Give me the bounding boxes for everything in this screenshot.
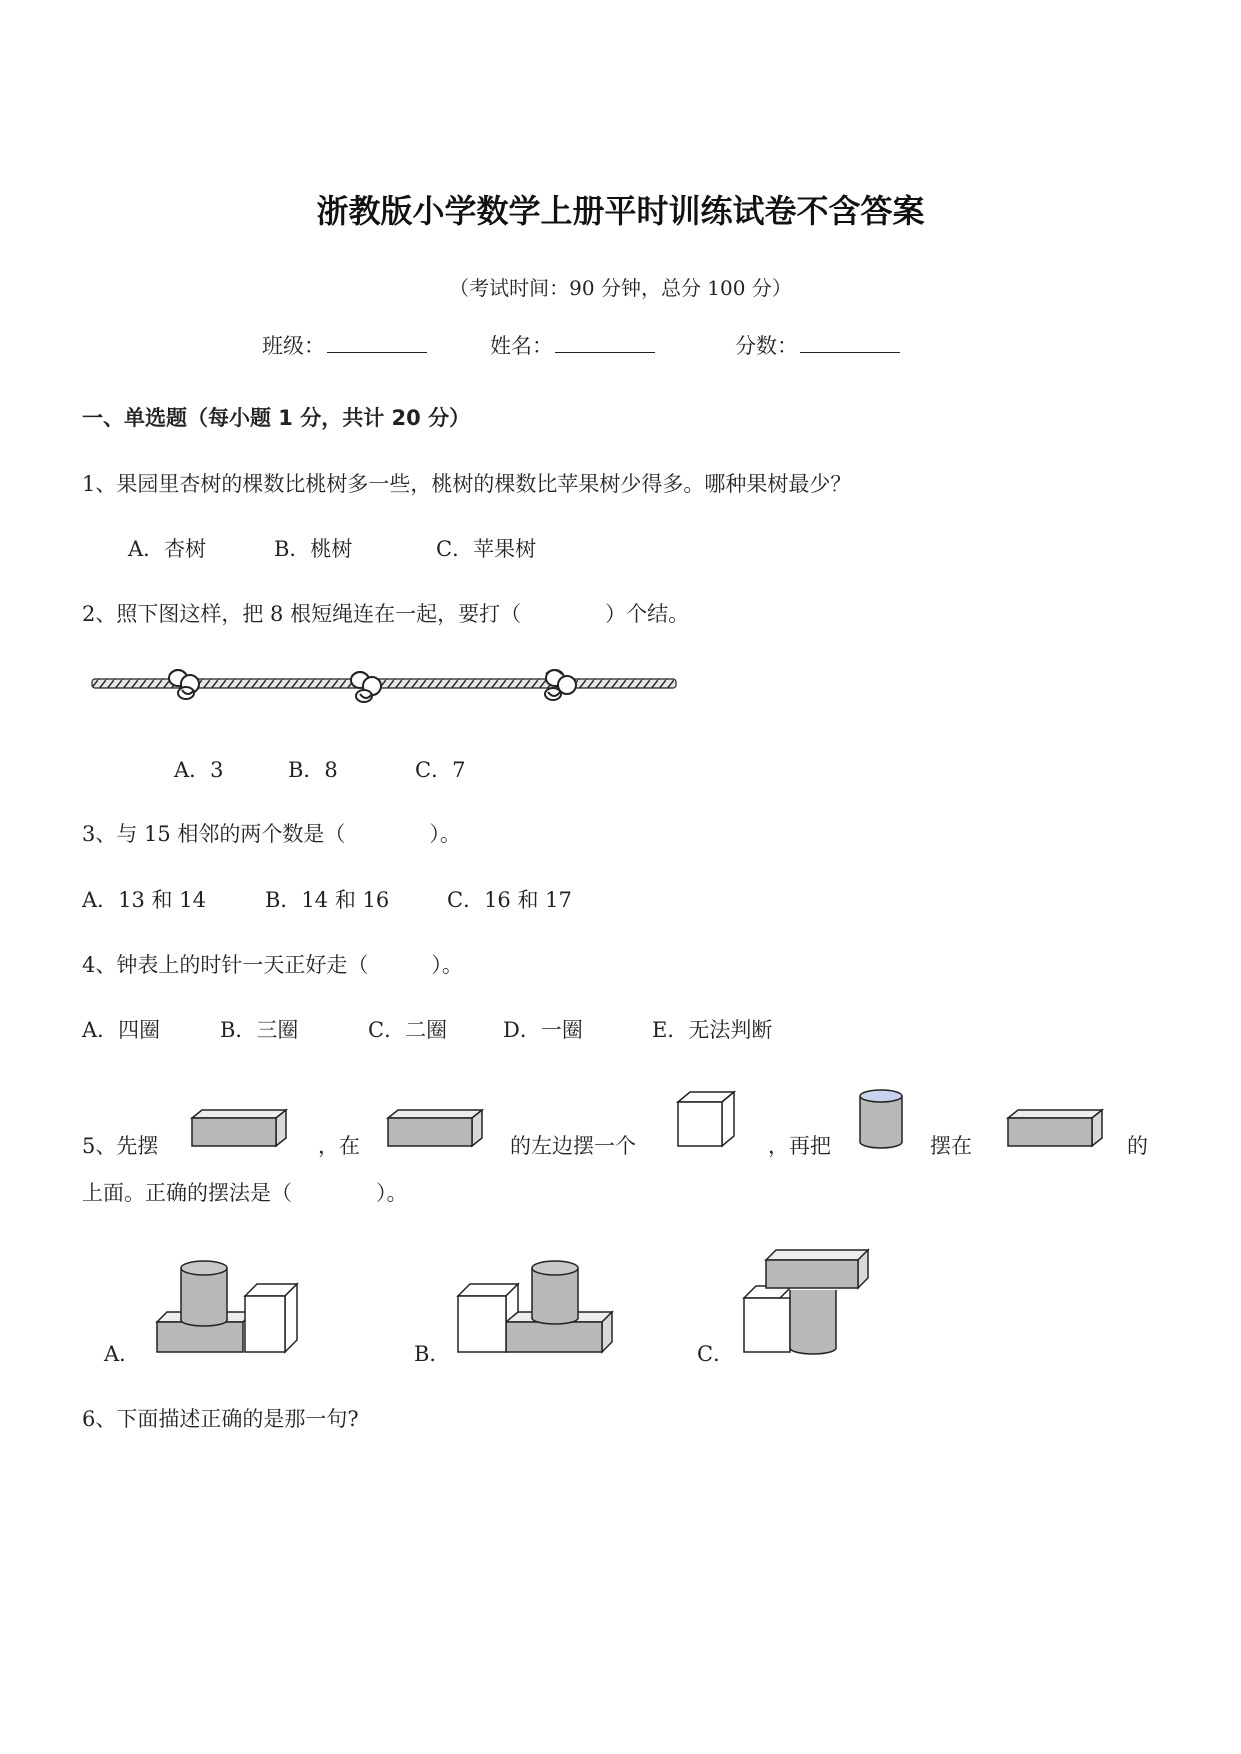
- q1-option-a[interactable]: A．杏树: [128, 537, 207, 561]
- q4-option-e[interactable]: E．无法判断: [652, 1018, 773, 1042]
- cuboid-image-2: [386, 1108, 486, 1150]
- question-5-part5: 摆在: [930, 1134, 972, 1158]
- question-5-part2: ，在: [318, 1134, 360, 1158]
- q4-option-a[interactable]: A．四圈: [82, 1018, 161, 1042]
- q5-option-c-figure[interactable]: [742, 1246, 872, 1356]
- class-blank[interactable]: [327, 334, 427, 353]
- score-field: [735, 330, 900, 360]
- q1-option-b[interactable]: B．桃树: [274, 537, 353, 561]
- question-5-part6: 的: [1127, 1134, 1148, 1158]
- q4-option-b[interactable]: B．三圈: [220, 1018, 299, 1042]
- name-blank[interactable]: [555, 334, 655, 353]
- question-4: 4、钟表上的时针一天正好走（ ）。: [82, 953, 463, 977]
- score-label: 分数：: [735, 334, 798, 358]
- knot-3: [545, 670, 576, 700]
- q2-option-b[interactable]: B．8: [288, 758, 338, 782]
- q5-option-a[interactable]: A．: [104, 1342, 141, 1366]
- knot-2: [351, 672, 381, 702]
- name-field: [490, 330, 655, 360]
- class-label: 班级：: [262, 334, 325, 358]
- question-2: 2、照下图这样，把 8 根短绳连在一起，要打（ ）个结。: [82, 602, 690, 626]
- question-5-line2: 上面。正确的摆法是（ ）。: [82, 1181, 408, 1205]
- q2-option-a[interactable]: A．3: [174, 758, 224, 782]
- score-blank[interactable]: [800, 334, 900, 353]
- q5-option-a-figure[interactable]: [155, 1258, 300, 1358]
- question-1: 1、果园里杏树的棵数比桃树多一些，桃树的棵数比苹果树少得多。哪种果树最少？: [82, 472, 852, 496]
- class-field: [262, 330, 427, 360]
- q1-option-c[interactable]: C．苹果树: [436, 537, 537, 561]
- name-label: 姓名：: [490, 334, 553, 358]
- q5-option-c[interactable]: C．: [697, 1342, 735, 1366]
- question-5-part1: 5、先摆: [82, 1134, 159, 1158]
- cuboid-image-3: [1006, 1108, 1106, 1150]
- q3-option-a[interactable]: A．13 和 14: [82, 888, 206, 912]
- rope-with-knots-image: [90, 660, 680, 710]
- question-5-part4: ，再把: [768, 1134, 831, 1158]
- page-title: 浙教版小学数学上册平时训练试卷不含答案: [316, 192, 925, 230]
- section-heading: 一、单选题（每小题 1 分，共计 20 分）: [82, 406, 471, 430]
- q4-option-c[interactable]: C．二圈: [368, 1018, 448, 1042]
- q4-option-d[interactable]: D．一圈: [503, 1018, 583, 1042]
- q2-option-c[interactable]: C．7: [415, 758, 466, 782]
- exam-info: （考试时间：90 分钟，总分 100 分）: [449, 276, 792, 300]
- cube-image: [676, 1090, 738, 1150]
- q3-option-c[interactable]: C．16 和 17: [447, 888, 572, 912]
- cylinder-image: [858, 1088, 904, 1150]
- q5-option-b[interactable]: B．: [414, 1342, 451, 1366]
- question-6: 6、下面描述正确的是那一句?: [82, 1407, 359, 1431]
- q5-option-b-figure[interactable]: [456, 1258, 616, 1358]
- knot-1: [169, 670, 199, 699]
- cuboid-image-1: [190, 1108, 290, 1150]
- question-5-part3: 的左边摆一个: [510, 1134, 636, 1158]
- q3-option-b[interactable]: B．14 和 16: [265, 888, 390, 912]
- question-3: 3、与 15 相邻的两个数是（ ）。: [82, 822, 461, 846]
